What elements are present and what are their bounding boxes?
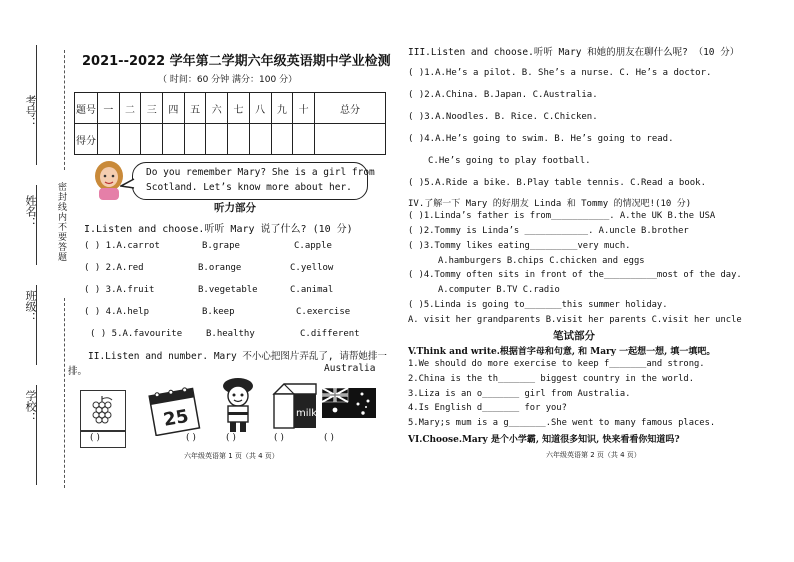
q3-item-4[interactable]: ( )4.A.He’s going to swim. B. He’s going to read. (408, 134, 674, 144)
q2-paren-3[interactable]: ( ) (226, 433, 236, 443)
score-cell[interactable] (315, 124, 386, 155)
grape-icon (88, 394, 116, 426)
q6-title: VI.Choose.Mary 是个小学霸, 知道很多知识, 快来看看你知道吗? (408, 435, 680, 445)
calendar-icon (146, 384, 202, 436)
australia-flag-icon (322, 388, 376, 418)
q1-item-1-b[interactable]: B.grape (202, 241, 240, 251)
q1-item-1-a[interactable]: ( ) 1.A.carrot (84, 241, 160, 251)
score-table (74, 92, 386, 155)
score-cell[interactable] (206, 124, 228, 155)
q4-item-2[interactable]: ( )2.Tommy is Linda’s ____________. A.uncle B.brother (408, 226, 689, 236)
q1-title: I.Listen and choose.听听 Mary 说了什么? (10 分) (84, 224, 353, 235)
score-cell[interactable] (228, 124, 250, 155)
q5-item-3[interactable]: 3.Liza is an o_______ girl from Australia. (408, 389, 631, 399)
score-cell[interactable] (249, 124, 271, 155)
q2-title-2: 排。 (68, 366, 88, 377)
score-header-cell: 七 (228, 93, 250, 124)
q2-paren-1[interactable]: ( ) (90, 433, 100, 443)
q3-title: III.Listen and choose.听听 Mary 和她的朋友在聊什么呢? （10 分） (408, 47, 740, 58)
q4-item-1[interactable]: ( )1.Linda’s father is from___________. A.the UK B.the USA (408, 211, 716, 221)
score-cell[interactable] (98, 124, 120, 155)
q4-item-3[interactable]: ( )3.Tommy likes eating_________very much. (408, 241, 631, 251)
q1-item-2-a[interactable]: ( ) 2.A.red (84, 263, 144, 273)
q1-item-2-b[interactable]: B.orange (198, 263, 242, 273)
school-label: 学校： (24, 390, 37, 423)
q4-item-4-options[interactable]: A.computer B.TV C.radio (438, 285, 560, 295)
q5-item-2[interactable]: 2.China is the th_______ biggest country in the world. (408, 374, 694, 384)
score-cell[interactable] (141, 124, 163, 155)
section-listening-heading: 听力部分 (214, 202, 256, 214)
q3-item-3[interactable]: ( )3.A.Noodles. B. Rice. C.Chicken. (408, 112, 598, 122)
q2-paren-2[interactable]: ( ) (186, 433, 196, 443)
score-header-cell: 八 (249, 93, 271, 124)
answer-frame (80, 430, 126, 448)
q5-item-5[interactable]: 5.Mary;s mum is a g_______.She went to many famous places. (408, 418, 716, 428)
q2-title: II.Listen and number. Mary 不小心把图片弄乱了, 请帮她排一 (88, 351, 387, 362)
q3-item-1[interactable]: ( )1.A.He’s a pilot. B. She’s a nurse. C. He’s a doctor. (408, 68, 712, 78)
q5-item-1[interactable]: 1.We should do more exercise to keep f_______and strong. (408, 359, 705, 369)
score-cell[interactable] (271, 124, 293, 155)
score-cell[interactable] (119, 124, 141, 155)
milk-text: milk (296, 408, 318, 419)
score-header-cell: 三 (141, 93, 163, 124)
q4-item-4[interactable]: ( )4.Tommy often sits in front of the__________most of the day. (408, 270, 742, 280)
seal-dash-line (64, 298, 65, 488)
q3-item-2[interactable]: ( )2.A.China. B.Japan. C.Australia. (408, 90, 598, 100)
page-footer-right: 六年级英语第 2 页（共 4 页） (546, 451, 641, 459)
q4-title: IV.了解一下 Mary 的好朋友 Linda 和 Tommy 的情况吧!(10 分) (408, 199, 692, 209)
score-header-cell: 一 (98, 93, 120, 124)
seal-text: 密封线内不要答题 (56, 182, 66, 262)
q5-item-4[interactable]: 4.Is English d_______ for you? (408, 403, 567, 413)
bubble-line-2: Scotland. Let’s know more about her. (146, 182, 352, 193)
exam-subtitle: （ 时间：60 分钟 满分：100 分） (158, 75, 298, 85)
q1-item-3-b[interactable]: B.vegetable (198, 285, 258, 295)
section-writing-heading: 笔试部分 (553, 330, 595, 342)
score-header-cell: 十 (293, 93, 315, 124)
score-cell[interactable] (163, 124, 185, 155)
q2-paren-5[interactable]: ( ) (324, 433, 334, 443)
q5-title: V.Think and write.根据首字母和句意, 和 Mary 一起想一想, 填一填吧。 (408, 347, 716, 357)
q4-item-5[interactable]: ( )5.Linda is going to_______this summer holiday. (408, 300, 668, 310)
q3-item-5[interactable]: ( )5.A.Ride a bike. B.Play table tennis. C.Read a book. (408, 178, 707, 188)
q1-item-4-a[interactable]: ( ) 4.A.help (84, 307, 150, 317)
q1-item-3-c[interactable]: C.animal (290, 285, 334, 295)
score-header-cell: 六 (206, 93, 228, 124)
q1-item-2-c[interactable]: C.yellow (290, 263, 334, 273)
firefighter-icon (215, 376, 261, 436)
score-cell[interactable] (184, 124, 206, 155)
q4-item-3-options[interactable]: A.hamburgers B.chips C.chicken and eggs (438, 256, 645, 266)
q1-item-4-b[interactable]: B.keep (202, 307, 235, 317)
score-header-cell: 五 (184, 93, 206, 124)
q2-paren-4[interactable]: ( ) (274, 433, 284, 443)
score-header-cell: 总分 (315, 93, 386, 124)
q1-item-4-c[interactable]: C.exercise (296, 307, 351, 317)
score-row-label: 得分 (75, 124, 98, 155)
q1-item-1-c[interactable]: C.apple (294, 241, 332, 251)
bubble-line-1: Do you remember Mary? She is a girl from (146, 167, 375, 178)
score-cell[interactable] (293, 124, 315, 155)
q1-item-3-a[interactable]: ( ) 3.A.fruit (84, 285, 155, 295)
page-footer-left: 六年级英语第 1 页（共 4 页） (184, 452, 279, 460)
q4-item-5-options[interactable]: A. visit her grandparents B.visit her parents C.visit her uncle (408, 315, 742, 325)
score-header-cell: 二 (119, 93, 141, 124)
milk-carton-icon (268, 380, 322, 432)
score-header-cell: 四 (163, 93, 185, 124)
q1-item-5-b[interactable]: B.healthy (206, 329, 255, 339)
seal-dash-line (64, 50, 65, 170)
class-label: 班级： (24, 290, 37, 323)
q2-australia-label: Australia (324, 363, 376, 374)
q1-item-5-c[interactable]: C.different (300, 329, 360, 339)
name-label: 姓名： (24, 195, 37, 228)
bubble-tail (120, 178, 136, 190)
exam-number-label: 考号： (24, 95, 37, 128)
score-header-cell: 题号 (75, 93, 98, 124)
q1-item-5-a[interactable]: ( ) 5.A.favourite (90, 329, 183, 339)
calendar-number: 25 (161, 405, 191, 431)
exam-title: 2021--2022 学年第二学期六年级英语期中学业检测 (82, 54, 391, 69)
score-header-cell: 九 (271, 93, 293, 124)
q3-item-4-c[interactable]: C.He’s going to play football. (428, 156, 591, 166)
